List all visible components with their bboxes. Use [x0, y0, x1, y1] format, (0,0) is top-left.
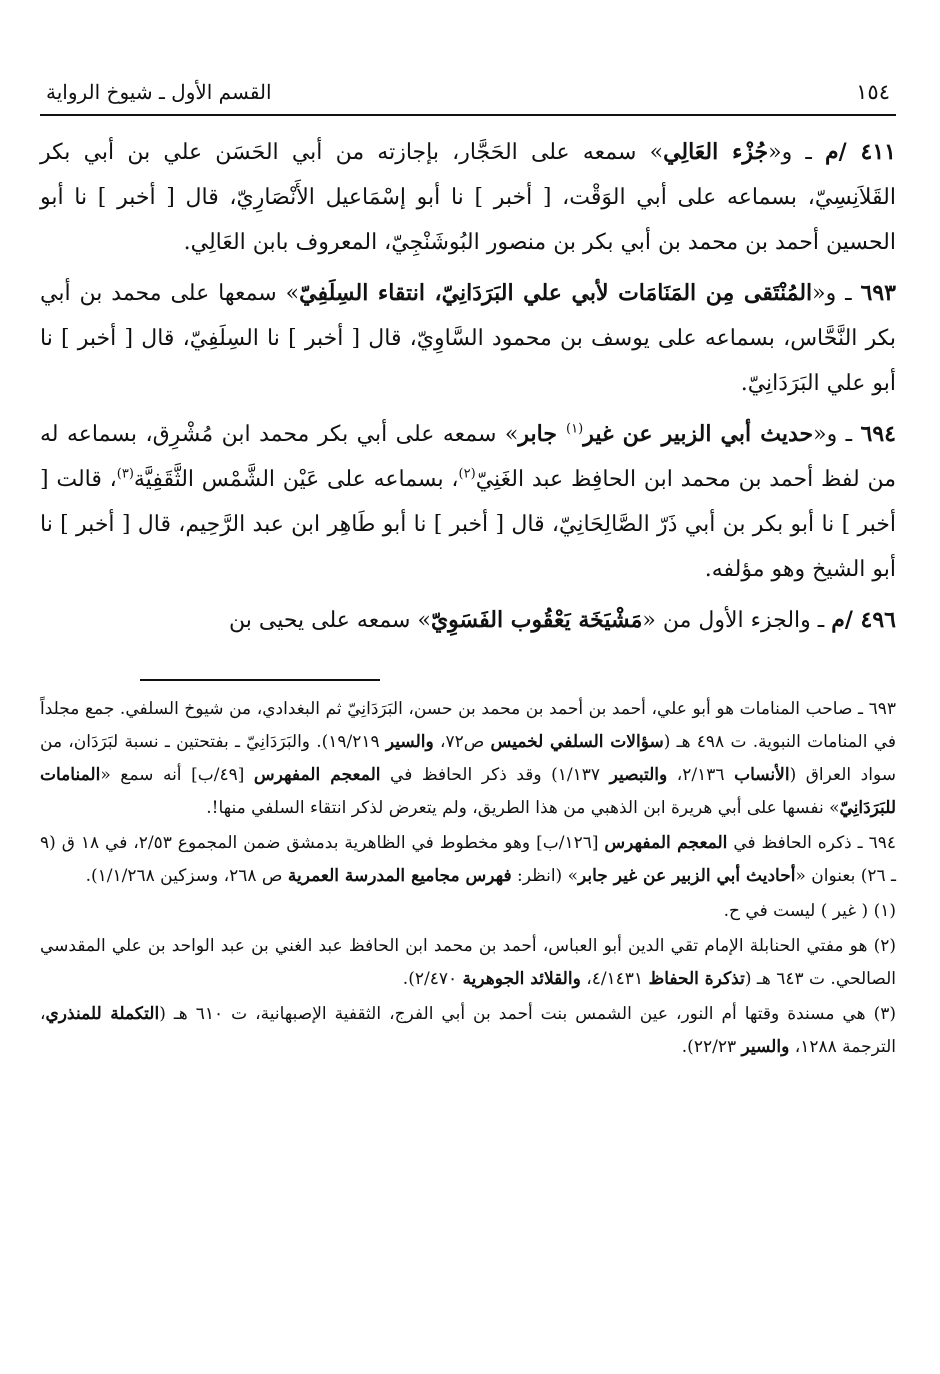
note-text: ص٧٢، — [433, 732, 491, 752]
note-text: [١٢٦/ب] وهو مخطوط في الظاهرية بدمشق ضمن المجموع ٢/٥٣، في ١٨ ق (٩ ـ ٢٦) بعنوان « — [40, 833, 896, 886]
cited-work: تذكرة الحفاظ — [648, 969, 745, 989]
note-text: ٢٢/٢٣). — [681, 1037, 742, 1057]
entry-694 — [40, 412, 896, 592]
footnote-3 — [40, 998, 896, 1064]
note-text: ص ٢٦٨، وسزكين ١/١/٢٦٨). — [85, 866, 288, 886]
entry-text: » سمعه على أبي بكر محمد ابن مُشْرِق، بسماعه له من لفظ أحمد بن محمد ابن الحافِظ عبد الغَنِيّ — [40, 422, 896, 492]
book-title: جابر — [518, 421, 567, 447]
entry-text: » سمعها على محمد بن أبي بكر النَّحَّاس، بسماعه على يوسف بن محمود السَّاوِيّ، قال [ أخبر ] نا السِلَفِيّ، قال [ أخبر ] نا أبو علي البَرَدَانِيّ. — [40, 281, 896, 396]
entry-number: ٦٩٤ — [860, 421, 896, 447]
note-694 — [40, 827, 896, 893]
entry-number: ٤٩٦ /م — [831, 607, 896, 633]
note-text: ـ صاحب المنامات هو أبو علي، أحمد بن أحمد بن محمد بن حسن، البَرَدَانِيّ ثم البغدادي، من شيوخ السلفي. جمع مجلداً في المنامات النبوية. ت ٤٩٨ هـ ( — [40, 699, 896, 752]
book-title: المُنْتَقى مِن المَنَامَات لأبي علي البَرَدَانِيّ، انتقاء السِلَفِيّ — [299, 280, 813, 306]
page-number: ١٥٤ — [856, 80, 890, 104]
entry-text: » سمعه على يحيى بن — [229, 608, 431, 633]
note-text: ١٩/٢١٩). والبَرَدَانِيّ ـ بفتحتين ـ نسبة لبَرَدَان، من سواد العراق ( — [40, 732, 897, 785]
footnote-marker[interactable]: (٢) — [458, 466, 476, 482]
cited-work: المعجم المفهرس — [253, 765, 381, 785]
note-label: ٦٩٣ — [868, 699, 896, 719]
cited-work: سؤالات السلفي لخميس — [490, 732, 664, 752]
cited-work: والسير — [385, 732, 434, 752]
cited-work: المعجم المفهرس — [604, 833, 728, 853]
footnotes — [40, 693, 896, 1064]
note-label: (٣) — [873, 1004, 896, 1024]
cited-work: الأنساب — [734, 765, 790, 785]
footnote-rule — [140, 679, 380, 681]
entry-text: » سمعه على الحَجَّار، بإجازته من أبي الحَسَن علي بن أبي بكر القَلاَنِسِيّ، بسماعه على أبي الوَقْت، [ أخبر ] نا أبو إسْمَاعيل الأَنْصَارِيّ، قال [ أخبر ] نا أبو الحسين أحمد بن محمد بن أبي بكر بن منصور البُوشَنْجِيّ، المعروف بابن العَالِي. — [40, 140, 896, 255]
note-text: هي مسندة وقتها أم النور، عين الشمس بنت أحمد بن أبي الفرج، الثقفية الإصبهانية، ت ٦١٠ هـ ( — [159, 1004, 866, 1024]
cited-work: والقلائد الجوهرية — [462, 969, 581, 989]
footnote-1 — [40, 895, 896, 928]
entry-411 — [40, 130, 896, 265]
footnote-marker[interactable]: (٣) — [116, 466, 134, 482]
book-page — [40, 80, 896, 1066]
note-text: ، الترجمة ١٢٨٨، — [40, 1004, 896, 1057]
note-text: » نفسها على أبي هريرة ابن الذهبي من هذا الطريق، ولم يتعرض لذكر انتقاء السلفي منها!. — [206, 798, 840, 818]
cited-work: أحاديث أبي الزبير عن غير جابر — [578, 866, 796, 886]
note-693 — [40, 693, 896, 825]
section-title: القسم الأول ـ شيوخ الرواية — [46, 80, 272, 104]
note-text: ـ ذكره الحافظ في — [727, 833, 863, 853]
footnote-marker[interactable]: (١) — [566, 421, 584, 437]
entry-number: ٤١١ /م — [825, 139, 896, 165]
entry-text: ، قالت [ أخبر ] نا أبو بكر بن أبي ذَرّ الصَّالِحَانِيّ، قال [ أخبر ] نا أبو طَاهِر ابن عبد الرَّحِيم، قال [ أخبر ] نا أبو الشيخ وهو مؤلفه. — [40, 467, 896, 582]
entry-text: ، بسماعه على عَيْن الشَّمْس الثَّقَفِيَّة — [133, 467, 459, 492]
note-text: ١/١٣٧) وقد ذكر الحافظ في — [380, 765, 610, 785]
entry-text: ـ و« — [768, 140, 812, 165]
footnote-2 — [40, 930, 896, 996]
book-title: جُزْء العَالِي — [663, 139, 769, 165]
cited-work: فهرس مجاميع المدرسة العمرية — [287, 866, 512, 886]
entry-693 — [40, 271, 896, 406]
header-rule — [40, 114, 896, 116]
book-title: مَشْيَخَة يَعْقُوب الفَسَوِيّ — [430, 607, 643, 633]
entry-text: ـ و« — [812, 281, 852, 306]
note-text: هو مفتي الحنابلة الإمام تقي الدين أبو العباس، أحمد بن محمد ابن الحافظ عبد الغني بن عبد الواحد بن علي المقدسي الصالحي. ت ٦٤٣ هـ ( — [40, 936, 896, 989]
cited-work: والسير — [741, 1037, 790, 1057]
note-label: (١) — [873, 901, 896, 921]
note-text: ( غير ) ليست في ح. — [723, 901, 869, 921]
note-text: » (انظر: — [511, 866, 578, 886]
footnote-separator — [40, 649, 896, 693]
note-text: ٤/١٤٣١، — [580, 969, 649, 989]
entry-496 — [40, 598, 896, 643]
cited-work: التكملة للمنذري — [45, 1004, 160, 1024]
note-label: (٢) — [873, 936, 896, 956]
note-text: [٤٩/ب] أنه سمع « — [100, 765, 254, 785]
note-text: ٢/١٣٦، — [667, 765, 735, 785]
running-header — [40, 80, 896, 114]
cited-work: المنامات للبَرَدَانِيّ — [40, 765, 896, 818]
main-text — [40, 130, 896, 643]
cited-work: والتبصير — [609, 765, 668, 785]
entry-text: ـ و« — [813, 422, 853, 447]
entry-number: ٦٩٣ — [860, 280, 896, 306]
note-text: ٢/٤٧٠). — [402, 969, 463, 989]
book-title: حديث أبي الزبير عن غير — [583, 421, 814, 447]
note-label: ٦٩٤ — [868, 833, 896, 853]
entry-text: ـ والجزء الأول من « — [642, 608, 825, 633]
